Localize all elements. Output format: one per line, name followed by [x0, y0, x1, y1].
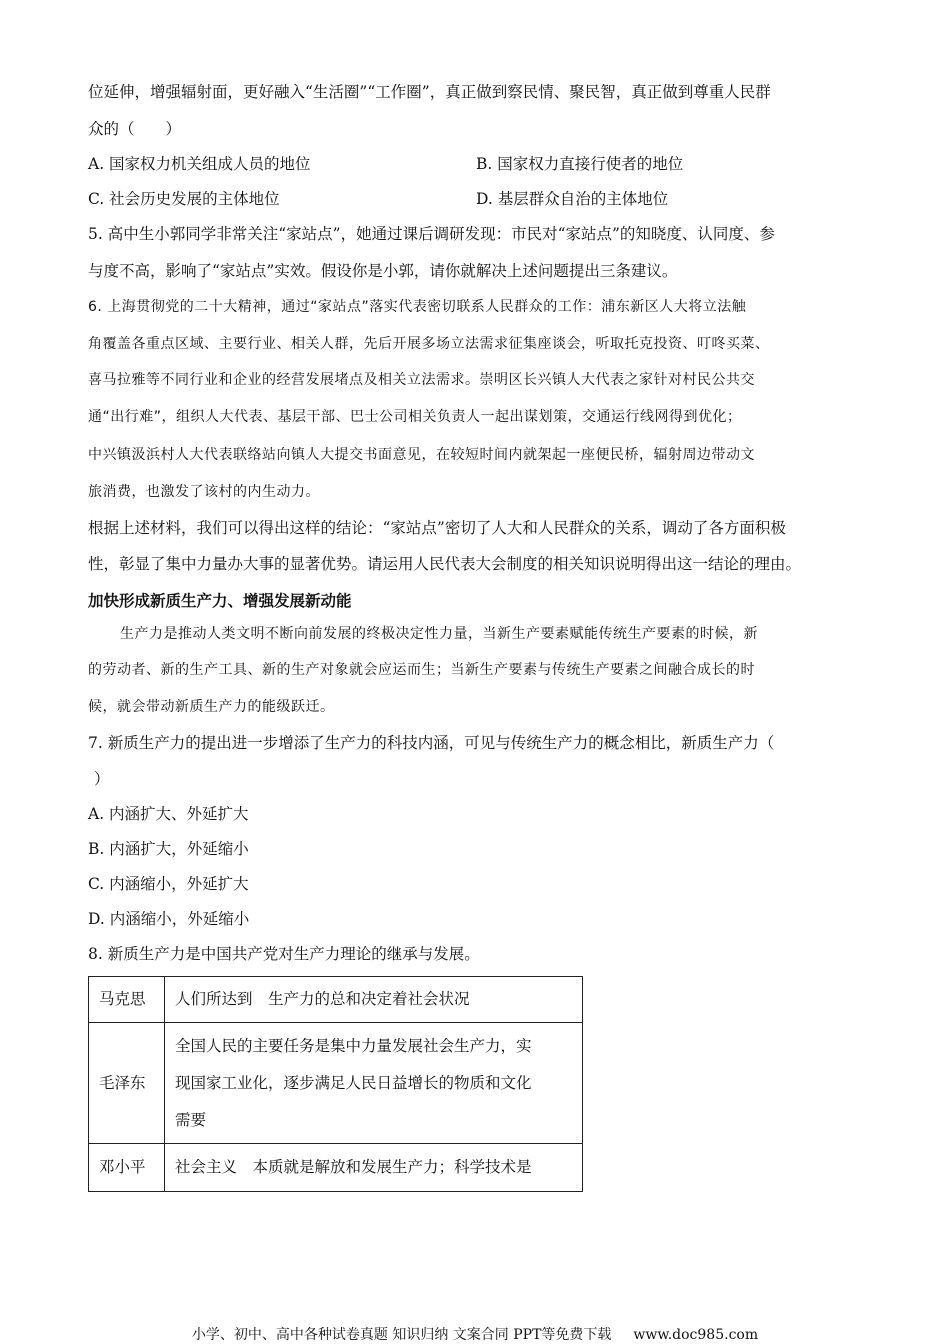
table-row — [89, 1023, 583, 1144]
table-row — [89, 977, 583, 1023]
q6-material-line: 喜马拉雅等不同行业和企业的经营发展堵点及相关立法需求。崇明区长兴镇人大代表之家针对村民公共交 — [88, 372, 755, 388]
table-cell-name: 马克思 — [89, 977, 165, 1023]
table-cell-line: 现国家工业化，逐步满足人民日益增长的物质和文化 — [175, 1073, 532, 1092]
q5-line1: 5. 高中生小郭同学非常关注“家站点”，她通过课后调研发现：市民对“家站点”的知晓度、认同度、参 — [88, 225, 775, 243]
q4-stem-line1: 位延伸，增强辐射面，更好融入“生活圈”“工作圈”，真正做到察民情、聚民智，真正做到尊重人民群 — [88, 83, 771, 101]
section-heading: 加快形成新质生产力、增强发展新动能 — [88, 591, 352, 610]
q7-option-a: A. 内涵扩大、外延扩大 — [88, 805, 249, 823]
q6-material-line: 中兴镇汲浜村人大代表联络站向镇人大提交书面意见，在较短时间内就架起一座便民桥，辐射周边带动文 — [88, 447, 755, 463]
table-cell-text — [165, 1023, 583, 1144]
q6-material-line: 6. 上海贯彻党的二十大精神，通过“家站点”落实代表密切联系人民群众的工作：浦东新区人大将立法触 — [88, 299, 747, 315]
footer-url[interactable]: www.doc985.com — [633, 1327, 759, 1343]
q6-question-line1: 根据上述材料，我们可以得出这样的结论：“家站点”密切了人大和人民群众的关系，调动了各方面积极 — [88, 519, 786, 537]
table-cell-name: 邓小平 — [89, 1144, 165, 1192]
table-cell-text: 人们所达到 生产力的总和决定着社会状况 — [165, 977, 583, 1023]
table-cell-line: 需要 — [175, 1110, 207, 1129]
q4-stem-line2: 众的（ ） — [88, 120, 182, 138]
q6-material-line: 旅消费，也激发了该村的内生动力。 — [88, 484, 320, 500]
q4-option-d: D. 基层群众自治的主体地位 — [476, 190, 669, 208]
section-intro-line: 的劳动者、新的生产工具、新的生产对象就会应运而生；当新生产要素与传统生产要素之间融合成长的时 — [88, 662, 755, 678]
q6-material-line: 角覆盖各重点区域、主要行业、相关人群，先后开展多场立法需求征集座谈会，听取托克投资、叮咚买菜、 — [88, 336, 770, 352]
table-row — [89, 1144, 583, 1192]
q7-option-d: D. 内涵缩小，外延缩小 — [88, 910, 250, 928]
footer-text: 小学、初中、高中各种试卷真题 知识归纳 文案合同 PPT等免费下载 — [191, 1327, 612, 1343]
q6-material-line: 通“出行难”，组织人大代表、基层干部、巴士公司相关负责人一起出谋划策，交通运行线网得到优化； — [88, 409, 742, 425]
q6-question-line2: 性，彰显了集中力量办大事的显著优势。请运用人民代表大会制度的相关知识说明得出这一结论的理由。 — [88, 555, 802, 573]
q8-table — [88, 976, 583, 1192]
section-intro-line: 候，就会带动新质生产力的能级跃迁。 — [88, 699, 335, 715]
page-footer — [0, 1324, 950, 1344]
q5-line2: 与度不高，影响了“家站点”实效。假设你是小郭，请你就解决上述问题提出三条建议。 — [88, 262, 678, 280]
table-cell-name: 毛泽东 — [89, 1023, 165, 1144]
table-cell-text: 社会主义 本质就是解放和发展生产力；科学技术是 — [165, 1144, 583, 1192]
q7-option-b: B. 内涵扩大，外延缩小 — [88, 840, 249, 858]
q4-option-a: A. 国家权力机关组成人员的地位 — [88, 155, 311, 173]
q4-option-b: B. 国家权力直接行使者的地位 — [476, 155, 684, 173]
q7-stem-line1: 7. 新质生产力的提出进一步增添了生产力的科技内涵，可见与传统生产力的概念相比，新质生产力（ — [88, 734, 775, 752]
table-cell-line: 全国人民的主要任务是集中力量发展社会生产力，实 — [175, 1036, 532, 1055]
q4-option-c: C. 社会历史发展的主体地位 — [88, 190, 280, 208]
section-intro-line: 生产力是推动人类文明不断向前发展的终极决定性力量，当新生产要素赋能传统生产要素的时候，新 — [120, 626, 758, 642]
q7-option-c: C. 内涵缩小，外延扩大 — [88, 875, 249, 893]
q8-stem: 8. 新质生产力是中国共产党对生产力理论的继承与发展。 — [88, 945, 480, 963]
q7-stem-line2: ） — [94, 770, 110, 788]
